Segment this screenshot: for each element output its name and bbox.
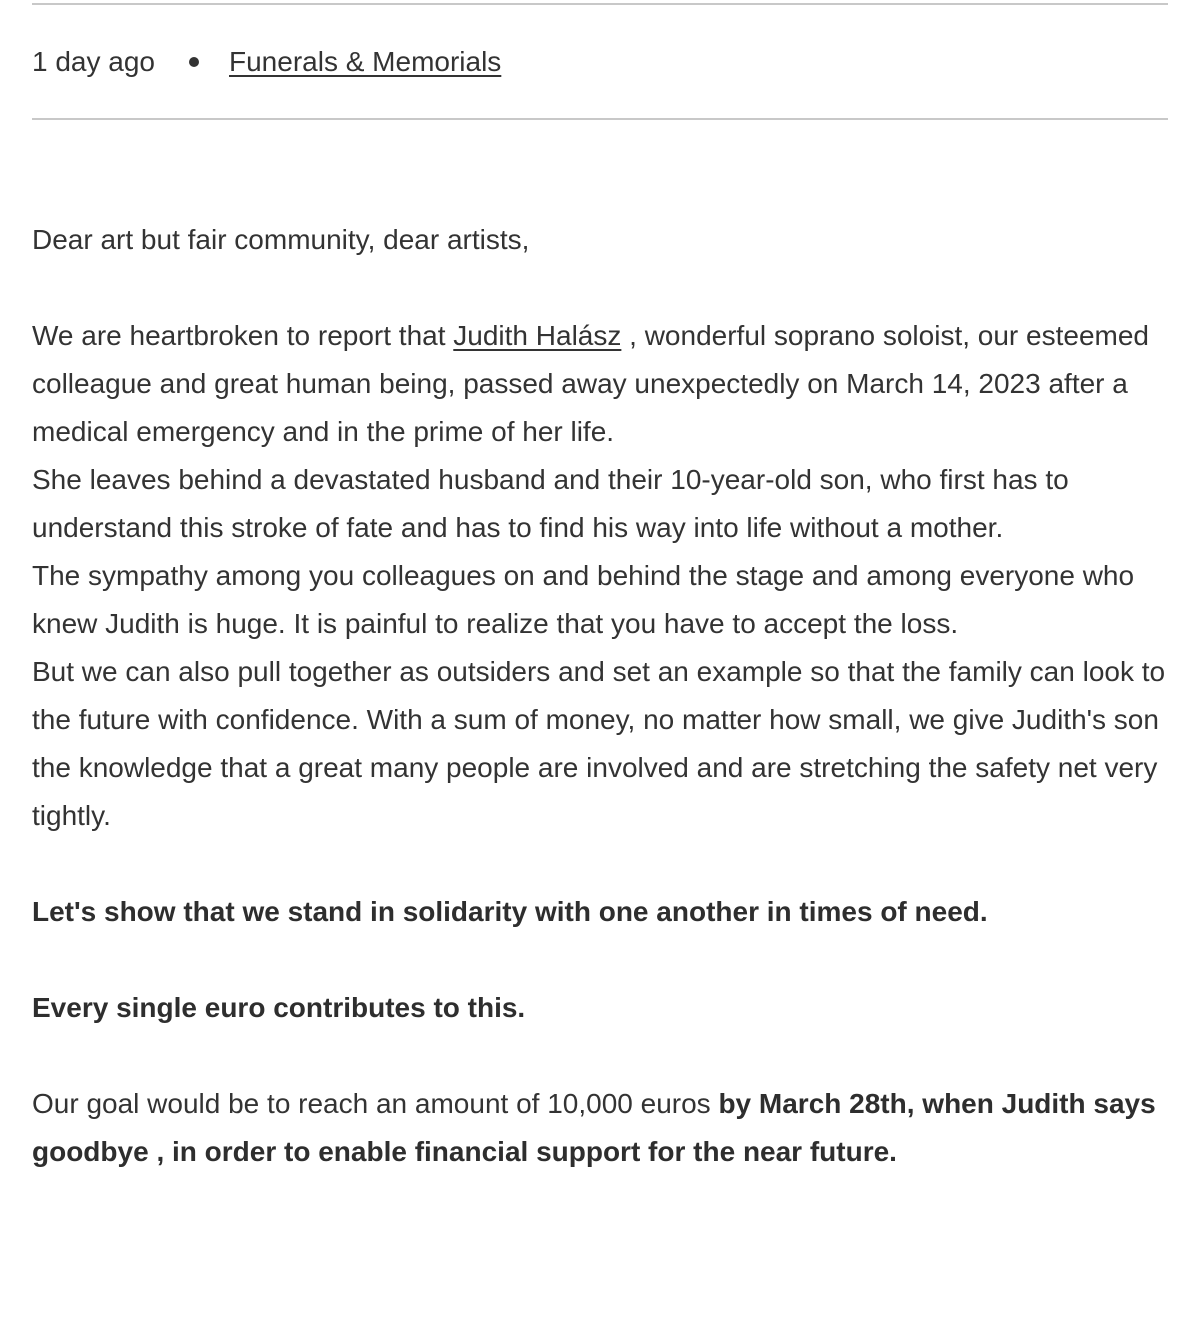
story-p1-rest: , wonderful soprano soloist, our esteemed colleague and great human being, passed away unexpectedly on March 14, 2023 after a medical emergency and in the prime of her life. — [32, 320, 1149, 447]
story-greeting: Dear art but fair community, dear artists, — [32, 224, 530, 255]
story-paragraphs — [32, 312, 1168, 840]
category-link[interactable]: Funerals & Memorials — [229, 45, 502, 77]
story-paragraph-4: But we can also pull together as outsiders and set an example so that the family can look to the future with confidence. With a sum of money, no matter how small, we give Judith's son the knowledge that a great many people are involved and are stretching the safety net very tightly. — [32, 656, 1166, 831]
story-body — [32, 216, 1168, 1176]
story-p1-lead: We are heartbroken to report that — [32, 320, 454, 351]
meta-row — [32, 5, 1168, 118]
every-euro-statement — [32, 984, 1168, 1032]
solidarity-text: Let's show that we stand in solidarity with one another in times of need. — [32, 896, 988, 927]
fundraiser-story — [32, 0, 1168, 1224]
judith-halasz-link[interactable]: Judith Halász — [453, 320, 622, 351]
posted-time: 1 day ago — [32, 45, 155, 77]
story-paragraph-1 — [32, 312, 1168, 456]
bullet-separator-icon — [189, 57, 199, 67]
story-paragraph-3: The sympathy among you colleagues on and behind the stage and among everyone who knew Judith is huge. It is painful to realize that you have to accept the loss. — [32, 560, 1135, 639]
every-euro-text: Every single euro contributes to this. — [32, 992, 526, 1023]
goal-statement — [32, 1080, 1168, 1176]
story-paragraph-2: She leaves behind a devastated husband and their 10-year-old son, who first has to understand this stroke of fate and has to find his way into life without a mother. — [32, 464, 1069, 543]
goal-plain-text: Our goal would be to reach an amount of 10,000 euros — [32, 1088, 719, 1119]
solidarity-statement — [32, 888, 1168, 936]
meta-divider — [32, 118, 1168, 120]
goal-bold-text: by March 28th, when Judith says goodbye , in order to enable financial support for the near future. — [32, 1088, 1156, 1167]
